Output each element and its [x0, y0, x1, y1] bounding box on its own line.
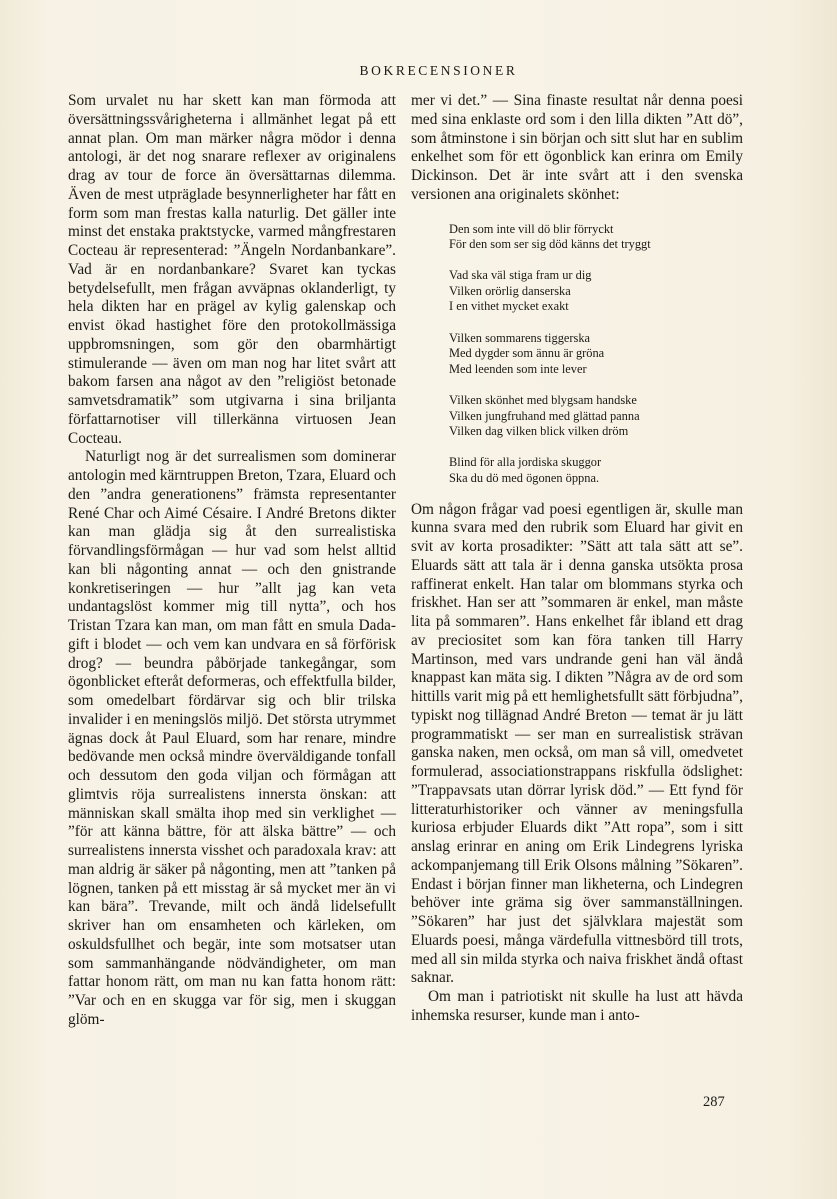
running-head: BOKRECENSIONER [359, 63, 518, 78]
poem-line: Vilken skönhet med blygsam handske [449, 393, 637, 408]
poem-line: Ska du dö med ögonen öppna. [449, 471, 600, 485]
poem-line: Blind för alla jordiska skuggor [449, 455, 602, 470]
body-paragraph: mer vi det.” — Sina finaste resultat når denna poesi med sina enklaste ord som i den lilla dikten ”Att dö”, som åtminstone i sin början och sitt slut har en sublim enkelhet som för ett ögonblick kan erinra om Emily Dickinson. Det är inte svårt att i den svenska versionen ana originalets skönhet: [411, 92, 743, 203]
poem-line: Vilken sommarens tiggerska [449, 330, 591, 345]
left-column [68, 92, 396, 1030]
body-paragraph: Om man i patriotiskt nit skulle ha lust att hävda inhemska resurser, kunde man i anto- [411, 988, 743, 1024]
poem-line: Vad ska väl stiga fram ur dig [449, 268, 592, 283]
poem-stanza [449, 393, 743, 440]
poem-line: Den som inte vill dö blir förryckt [449, 221, 614, 236]
poem-stanza [449, 455, 743, 486]
poem-block [449, 222, 743, 487]
poem-line: Med dygder som ännu är gröna [449, 346, 605, 361]
poem-line: I en vithet mycket exakt [449, 299, 569, 314]
page-number: 287 [703, 1094, 725, 1110]
body-paragraph: Om någon frågar vad poesi egentligen är, skulle man kunna svara med den rubrik som Eluard har givit en svit av korta prosadikter: ”Sätt att tala sätt att se”. Eluards sätt att tala är i denna ganska utsökta prosa raffinerat enkelt. Han talar om blommans styrka och friskhet. Han ser att ”sommaren är enkel, man måste lita på sommaren”. Hans enkelhet får ibland ett drag av preciositet som kan föra tanken till Harry Martinson, med vars undrande geni han väl ändå knappast kan mäta sig. I dikten ”Några av de ord som hittills varit mig på ett hemlighetsfullt sätt förbjudna”, typiskt nog tillägnad André Breton — temat är ju lätt programmatiskt — ser man en surrealistisk strävan ganska naken, men också, om man så vill, omedvetet formulerad, associationstrappans riskfulla ödslighet: ”Trappavsats utan dörrar lyrisk död.” — Ett fynd för litteraturhistoriker och vänner av meningsfulla kuriosa erbjuder Eluards dikt ”Att ropa”, som i sitt anslag erinrar en aning om Erik Lindegrens lyriska ackompanjemang till Erik Olsons målning ”Sökaren”. Endast i början finner man likheterna, och Lindegren behöver inte gräma sig över sammanställningen. ”Sökaren” har just det självklara majestät som Eluards poesi, många värdefulla vittnesbörd till trots, med all sin milda styrka och naiva friskhet ändå oftast saknar. [411, 500, 743, 987]
poem-stanza [449, 331, 743, 378]
poem-line: Med leenden som inte lever [449, 361, 587, 376]
body-paragraph: Naturligt nog är det surrealismen som dominerar antologin med kärntruppen Breton, Tzara, Eluard och den ”andra generationens” främsta representanter René Char och Aimé Césaire. I André Bretons dikter kan man glädja sig åt den surrealistiska förvandlingsförmågan — hur vad som helst alltid kan bli någonting annat — och den gnistrande konkretiseringen — hur ”allt jag kan veta undantagslöst kommer mig till nytta”, och hos Tristan Tzara kan man, om man fått en smula Dada-gift i blodet — och vem kan undvara en så förförisk drog? — beundra påbörjade tankegångar, som ögonblicket efteråt deformeras, och effektfulla bilder, som omedelbart fördärvar sig och blir trilska invalider i en meningslös miljö. Det största utrymmet ägnas dock åt Paul Eluard, som har renare, mindre bedövande men också mindre överväldigande tonfall och dessutom den goda viljan och förmågan att glimtvis röja surrealistens innersta önskan: att människan skall smälta ihop med sin verklighet — ”för att känna bättre, för att älska bättre” — och surrealistens innersta visshet och paradoxala krav: att man aldrig är säker på någonting, men att ”tanken på lögnen, tanken på ett misstag är så mycket mer än vi kan bära”. Trevande, milt och ändå lidelsefullt skriver han om ensamheten och kärleken, om oskuldsfullhet och begär, inte som motsatser utan som sammanhängande nödvändigheter, om man fattar honom rätt, om man nu kan fatta honom rätt: ”Var och en en skugga var för sig, men i skuggan glöm- [68, 448, 396, 1028]
poem-line: Vilken jungfruhand med glättad panna [449, 408, 640, 423]
poem-line: Vilken orörlig danserska [449, 283, 571, 298]
body-paragraph: Som urvalet nu har skett kan man förmoda att översättningssvårigheterna i allmänhet legat på ett annat plan. Om man märker några mödor i denna antologi, är det nog snarare reflexer av originalens drag av tour de force än översättarnas dilemma. Även de mest utpräglade besynnerligheter har fått en form som man frestas kalla naturlig. Det gäller inte minst det enstaka praktstycke, varmed mångfrestaren Cocteau är representerad: ”Ängeln Nordanbankare”. Vad är en nordanbankare? Svaret kan tyckas betydelsefullt, men frågan avväpnas oklanderligt, ty hela dikten har en prägel av kylig galenskap och envist ökad hastighet före den protokollmässiga uppbromsningen, som gör den obarmhärtigt stimulerande — även om man nog har litet svårt att bakom farsen ana något av den ”religiöst betonade samvetsdramatik” som utgivarna i sina briljanta författarnotiser vill tillerkänna virtuosen Jean Cocteau. [68, 92, 396, 447]
poem-stanza [449, 268, 743, 315]
poem-stanza [449, 222, 743, 253]
poem-line: Vilken dag vilken blick vilken dröm [449, 424, 629, 439]
poem-line: För den som ser sig död känns det tryggt [449, 237, 651, 252]
right-column [411, 92, 743, 1026]
